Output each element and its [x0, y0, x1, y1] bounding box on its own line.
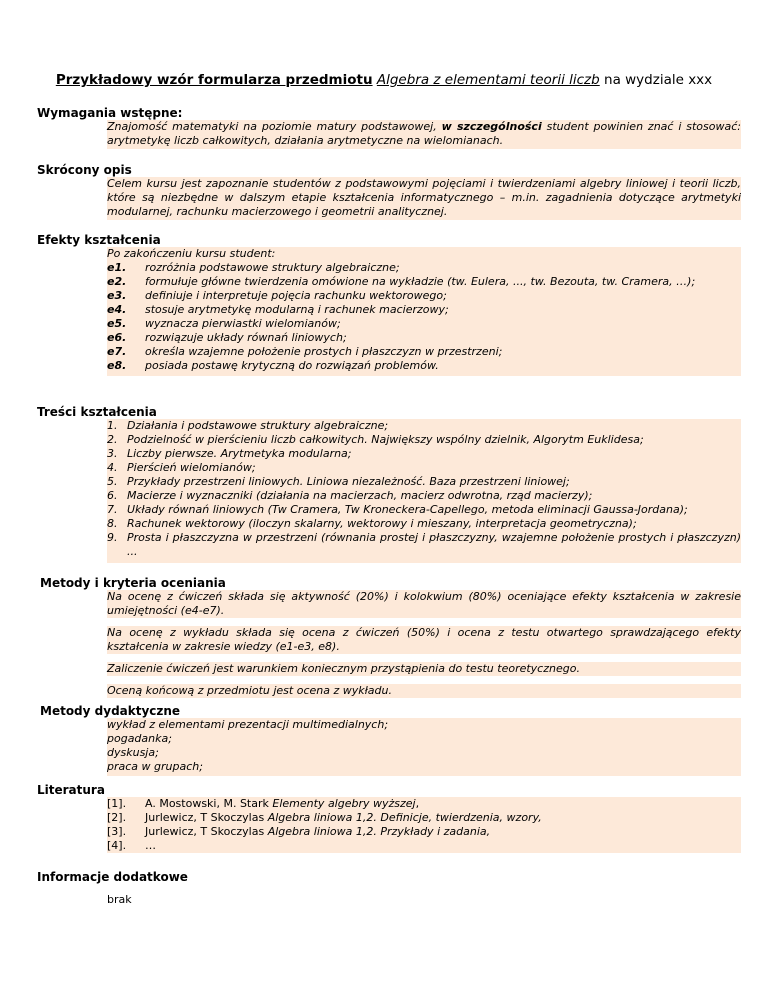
list-item: e4. stosuje arytmetykę modularną i rachunek macierzowy; [107, 303, 449, 316]
outcomes-intro: Po zakończeniu kursu student: [107, 247, 276, 260]
title-rest: na wydziale xxx [604, 72, 713, 88]
list-item: dyskusja; [107, 746, 159, 759]
list-item: wykład z elementami prezentacji multimedialnych; [107, 718, 389, 731]
list-item: e1. rozróżnia podstawowe struktury algebraiczne; [107, 261, 400, 274]
assessment-paragraph: Na ocenę z wykładu składa się ocena z ćwiczeń (50%) i ocena z testu otwartego sprawdzającego efekty kształcenia w zakresie wiedzy (e1-e3, e8). [107, 626, 741, 653]
list-item: [1]. A. Mostowski, M. Stark Elementy algebry wyższej , [107, 797, 741, 811]
list-item: 6. Macierze i wyznaczniki (działania na macierzach, macierz odwrotna, rząd macierzy); [107, 489, 593, 502]
outcomes-heading: Efekty kształcenia [37, 233, 161, 247]
assessment-paragraph: Na ocenę z ćwiczeń składa się aktywność (20%) i kolokwium (80%) oceniające efekty kształcenia w zakresie umiejętności (e4-e7). [107, 590, 741, 617]
list-item: e3. definiuje i interpretuje pojęcia rachunku wektorowego; [107, 289, 447, 302]
list-item: praca w grupach; [107, 760, 203, 773]
didactic-box [107, 718, 741, 776]
list-item: e8. posiada postawę krytyczną do rozwiązań problemów. [107, 359, 439, 372]
page-title [0, 72, 768, 88]
assessment-paragraph: Oceną końcową z przedmiotu jest ocena z wykładu. [107, 684, 741, 698]
title-subject: Algebra z elementami teorii liczb [376, 72, 600, 88]
list-item: [2]. Jurlewicz, T Skoczylas Algebra liniowa 1,2. Definicje, twierdzenia, wzory, [107, 811, 741, 825]
didactic-heading: Metody dydaktyczne [40, 704, 181, 718]
list-item: 5. Przykłady przestrzeni liniowych. Liniowa niezależność. Baza przestrzeni liniowej; [107, 475, 570, 488]
short-description-heading: Skrócony opis [37, 163, 132, 177]
list-item: 2. Podzielność w pierścieniu liczb całkowitych. Największy wspólny dzielnik, Algorytm Euklidesa; [107, 433, 644, 446]
additional-heading: Informacje dodatkowe [37, 870, 188, 884]
requirements-text: Znajomość matematyki na poziomie matury podstawowej, [107, 120, 437, 133]
title-bold: Przykładowy wzór formularza przedmiotu [55, 72, 373, 88]
list-item: 9. Prosta i płaszczyzna w przestrzeni (równania prostej i płaszczyzny, wzajemne położenie prostych i płaszczyzn) ... [107, 531, 741, 558]
outcomes-box [107, 247, 741, 376]
content-heading: Treści kształcenia [37, 405, 157, 419]
list-item: 1. Działania i podstawowe struktury algebraiczne; [107, 419, 389, 432]
list-item: [4]. … [107, 839, 741, 853]
requirements-text-rest: student powinien znać i stosować: arytmetykę liczb całkowitych, działania arytmetyczne na wielomianach. [107, 120, 741, 147]
requirements-bold: w szczególności [441, 120, 542, 133]
list-item: 7. Układy równań liniowych (Tw Cramera, Tw Kroneckera-Capellego, metoda eliminacji Gaussa-Jordana); [107, 503, 688, 516]
list-item: 8. Rachunek wektorowy (iloczyn skalarny, wektorowy i mieszany, interpretacja geometryczna); [107, 517, 637, 530]
content-box [107, 419, 741, 563]
assessment-paragraph: Zaliczenie ćwiczeń jest warunkiem koniecznym przystąpienia do testu teoretycznego. [107, 662, 741, 676]
list-item: [3]. Jurlewicz, T Skoczylas Algebra liniowa 1,2. Przykłady i zadania, [107, 825, 741, 839]
list-item: e5. wyznacza pierwiastki wielomianów; [107, 317, 341, 330]
list-item: 3. Liczby pierwsze. Arytmetyka modularna; [107, 447, 352, 460]
literature-heading: Literatura [37, 783, 105, 797]
list-item: e6. rozwiązuje układy równań liniowych; [107, 331, 347, 344]
requirements-heading: Wymagania wstępne: [37, 106, 183, 120]
list-item: e7. określa wzajemne położenie prostych i płaszczyzn w przestrzeni; [107, 345, 503, 358]
literature-list [107, 797, 741, 853]
list-item: pogadanka; [107, 732, 172, 745]
list-item: 4. Pierścień wielomianów; [107, 461, 256, 474]
assessment-heading: Metody i kryteria oceniania [40, 576, 226, 590]
additional-text: brak [107, 893, 132, 906]
short-description-box: Celem kursu jest zapoznanie studentów z podstawowymi pojęciami i twierdzeniami algebry liniowej i teorii liczb, które są niezbędne w dalszym etapie kształcenia informatycznego – m.in. zagadnienia dotyczące arytmetyki modularnej, rachunku macierzowego i geometrii analitycznej. [107, 177, 741, 218]
requirements-box [107, 120, 741, 149]
list-item: e2. formułuje główne twierdzenia omówione na wykładzie (tw. Eulera, ..., tw. Bezouta, tw. Cramera, …); [107, 275, 696, 288]
